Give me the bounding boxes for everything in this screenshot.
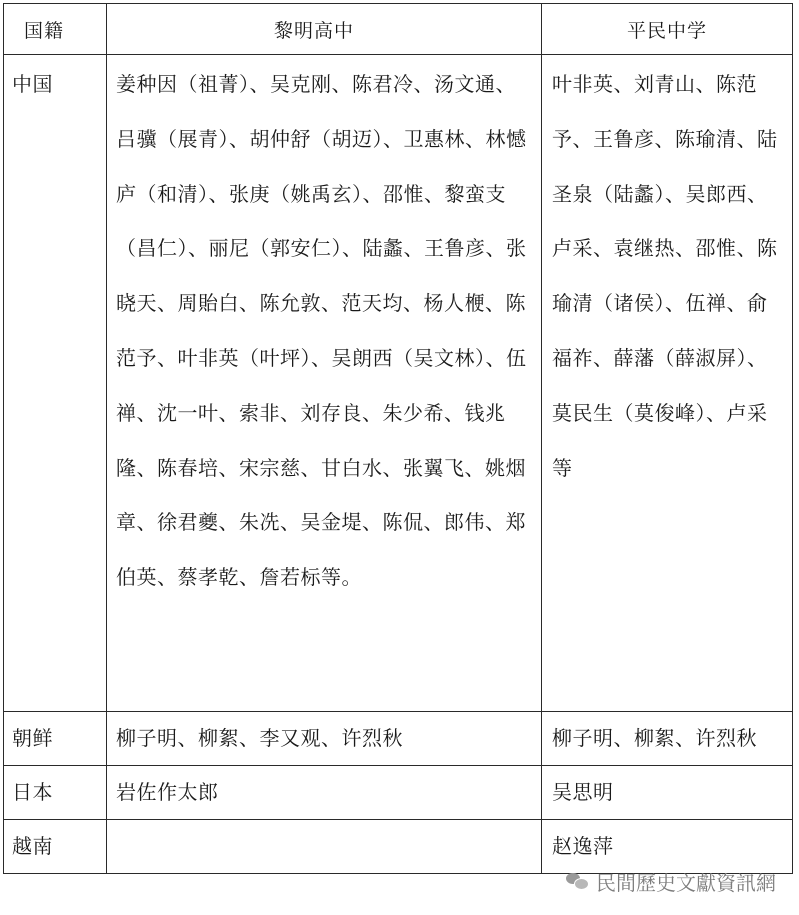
nationality-cell	[4, 766, 107, 820]
nationality-cell	[4, 820, 107, 874]
pingmin-cell	[542, 766, 793, 820]
nationality-text: 日本	[12, 780, 53, 804]
header-liming-high-school: 黎明高中	[107, 4, 542, 55]
liming-names: 柳子明、柳絮、李又观、许烈秋	[116, 726, 403, 750]
nationality-text: 朝鲜	[12, 726, 53, 750]
watermark	[566, 864, 776, 898]
table-row-korea	[4, 712, 793, 766]
pingmin-names: 吴思明	[552, 780, 614, 804]
liming-names: 姜种因（祖菁）、吴克刚、陈君冷、汤文通、吕骥（展青）、胡仲舒（胡迈）、卫惠林、林憾庐（和清）、张庚（姚禹玄）、邵惟、黎蛮支（昌仁）、丽尼（郭安仁）、陆蠡、王鲁彦、张晓天、周貽白、陈允敦、范天均、杨人楩、陈范予、叶非英（叶坪）、吴朗西（吴文林）、伍禅、沈一叶、索非、刘存良、朱少希、钱兆隆、陈春培、宋宗慈、甘白水、张翼飞、姚烟章、徐君夔、朱冼、吴金堤、陈侃、郎伟、郑伯英、蔡孝乾、詹若标等。	[116, 72, 527, 590]
pingmin-cell	[542, 55, 793, 712]
teacher-nationality-table	[3, 3, 793, 874]
nationality-cell	[4, 712, 107, 766]
table-header-row	[4, 4, 793, 55]
liming-cell	[107, 820, 542, 874]
wechat-icon	[566, 871, 590, 891]
liming-cell	[107, 712, 542, 766]
header-nationality: 国籍	[4, 4, 107, 55]
liming-cell	[107, 766, 542, 820]
liming-cell	[107, 55, 542, 712]
header-pingmin-middle-school: 平民中学	[542, 4, 793, 55]
pingmin-names: 柳子明、柳絮、许烈秋	[552, 726, 757, 750]
pingmin-cell	[542, 712, 793, 766]
nationality-text: 越南	[12, 834, 53, 858]
liming-names: 岩佐作太郎	[116, 780, 219, 804]
table-row-china	[4, 55, 793, 712]
nationality-cell	[4, 55, 107, 712]
nationality-text: 中国	[12, 72, 53, 96]
pingmin-names: 赵逸萍	[552, 834, 614, 858]
pingmin-names: 叶非英、刘青山、陈范予、王鲁彦、陈瑜清、陆圣泉（陆蠡）、吴郎西、卢采、袁继热、邵惟、陈瑜清（诸侯）、伍禅、俞福祚、薛藩（薛淑屏）、莫民生（莫俊峰）、卢采等	[552, 72, 778, 480]
watermark-text: 民間歷史文獻資訊網	[596, 870, 776, 895]
table-row-japan	[4, 766, 793, 820]
